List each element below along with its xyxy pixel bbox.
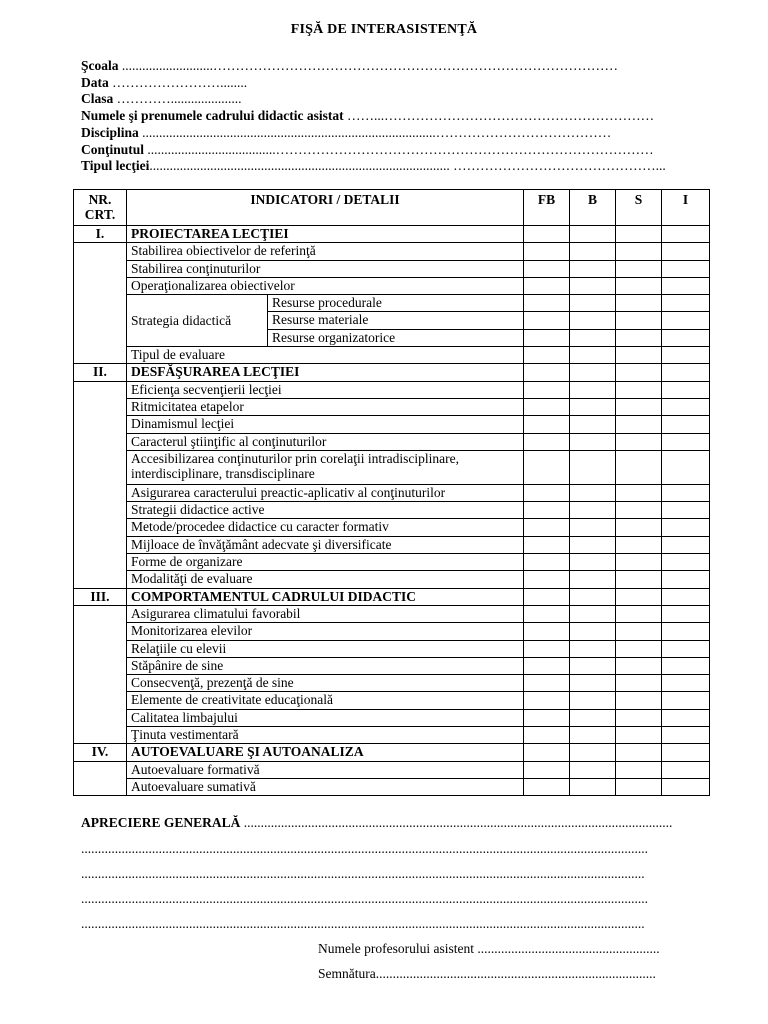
indicator-label: Asigurarea caracterului preactic-aplicativ al conţinuturilor <box>127 484 524 501</box>
rating-cell-s[interactable] <box>616 709 662 726</box>
rating-cell-s[interactable] <box>616 484 662 501</box>
rating-cell-i[interactable] <box>662 675 710 692</box>
rating-cell-b[interactable] <box>570 727 616 744</box>
rating-cell-s[interactable] <box>616 364 662 381</box>
rating-cell-fb[interactable] <box>524 554 570 571</box>
rating-cell-i[interactable] <box>662 692 710 709</box>
rating-cell-b[interactable] <box>570 692 616 709</box>
rating-cell-s[interactable] <box>616 312 662 329</box>
rating-cell-fb[interactable] <box>524 260 570 277</box>
table-row <box>74 536 710 553</box>
rating-cell-b[interactable] <box>570 536 616 553</box>
table-row <box>74 554 710 571</box>
section-number-blank <box>74 605 127 743</box>
indicator-label: Eficienţa secvenţierii lecţiei <box>127 381 524 398</box>
rating-cell-i[interactable] <box>662 433 710 450</box>
header-field-dots: ......................................………………………………………………………………………… <box>144 142 654 157</box>
col-header-s: S <box>616 190 662 226</box>
table-row <box>74 450 710 484</box>
rating-cell-i[interactable] <box>662 502 710 519</box>
document-title: FIŞĂ DE INTERASISTENŢĂ <box>290 22 478 37</box>
evaluation-table <box>73 189 710 796</box>
rating-cell-i[interactable] <box>662 347 710 364</box>
rating-cell-fb[interactable] <box>524 744 570 761</box>
rating-cell-fb[interactable] <box>524 226 570 243</box>
col-header-nr: NR. CRT. <box>74 190 127 226</box>
table-header-row <box>74 190 710 226</box>
indicator-label: Stabilirea conţinuturilor <box>127 260 524 277</box>
rating-cell-s[interactable] <box>616 519 662 536</box>
rating-cell-fb[interactable] <box>524 605 570 622</box>
rating-cell-i[interactable] <box>662 744 710 761</box>
header-field[interactable] <box>81 90 242 107</box>
rating-cell-b[interactable] <box>570 675 616 692</box>
section-number: I. <box>74 226 127 243</box>
rating-cell-s[interactable] <box>616 502 662 519</box>
rating-cell-b[interactable] <box>570 657 616 674</box>
rating-cell-b[interactable] <box>570 605 616 622</box>
indicator-label: Ritmicitatea etapelor <box>127 398 524 415</box>
indicator-label: Elemente de creativitate educaţională <box>127 692 524 709</box>
rating-cell-fb[interactable] <box>524 312 570 329</box>
rating-cell-i[interactable] <box>662 484 710 501</box>
indicator-label: Consecvenţă, prezenţă de sine <box>127 675 524 692</box>
rating-cell-i[interactable] <box>662 519 710 536</box>
rating-cell-fb[interactable] <box>524 571 570 588</box>
indicator-label: Autoevaluare sumativă <box>127 778 524 795</box>
header-field-label: Data <box>81 75 109 90</box>
table-row <box>74 675 710 692</box>
rating-cell-i[interactable] <box>662 295 710 312</box>
header-field[interactable] <box>81 124 611 141</box>
rating-cell-s[interactable] <box>616 744 662 761</box>
col-header-fb: FB <box>524 190 570 226</box>
rating-cell-i[interactable] <box>662 761 710 778</box>
rating-cell-fb[interactable] <box>524 433 570 450</box>
table-row <box>74 727 710 744</box>
section-number-blank <box>74 243 127 364</box>
header-field-label: Tipul lecţiei <box>81 158 150 173</box>
rating-cell-s[interactable] <box>616 640 662 657</box>
rating-cell-b[interactable] <box>570 260 616 277</box>
header-field-label: Numele şi prenumele cadrului didactic asistat <box>81 108 344 123</box>
rating-cell-fb[interactable] <box>524 675 570 692</box>
rating-cell-fb[interactable] <box>524 381 570 398</box>
rating-cell-b[interactable] <box>570 640 616 657</box>
rating-cell-fb[interactable] <box>524 398 570 415</box>
rating-cell-i[interactable] <box>662 277 710 294</box>
rating-cell-i[interactable] <box>662 640 710 657</box>
rating-cell-i[interactable] <box>662 571 710 588</box>
rating-cell-s[interactable] <box>616 727 662 744</box>
header-field[interactable] <box>81 157 666 174</box>
table-row <box>74 277 710 294</box>
table-row <box>74 433 710 450</box>
header-field-label: Şcoala <box>81 58 119 73</box>
rating-cell-i[interactable] <box>662 657 710 674</box>
rating-cell-fb[interactable] <box>524 364 570 381</box>
rating-cell-i[interactable] <box>662 536 710 553</box>
table-row <box>74 347 710 364</box>
indicator-label: Metode/procedee didactice cu caracter formativ <box>127 519 524 536</box>
rating-cell-b[interactable] <box>570 588 616 605</box>
rating-cell-fb[interactable] <box>524 243 570 260</box>
rating-cell-i[interactable] <box>662 226 710 243</box>
teacher-name-line[interactable]: Numele profesorului asistent ...................................................... <box>318 941 660 956</box>
rating-cell-i[interactable] <box>662 243 710 260</box>
header-field-dots: ...........................……………………………………………………………………………… <box>118 58 619 73</box>
rating-cell-b[interactable] <box>570 243 616 260</box>
rating-cell-s[interactable] <box>616 226 662 243</box>
rating-cell-s[interactable] <box>616 623 662 640</box>
table-row <box>74 657 710 674</box>
rating-cell-i[interactable] <box>662 398 710 415</box>
section-number: II. <box>74 364 127 381</box>
indicator-label: Strategii didactice active <box>127 502 524 519</box>
rating-cell-b[interactable] <box>570 364 616 381</box>
table-row <box>74 519 710 536</box>
rating-cell-b[interactable] <box>570 761 616 778</box>
rating-cell-fb[interactable] <box>524 640 570 657</box>
table-row <box>74 502 710 519</box>
indicator-label: Calitatea limbajului <box>127 709 524 726</box>
table-row <box>74 416 710 433</box>
rating-cell-i[interactable] <box>662 588 710 605</box>
table-row <box>74 571 710 588</box>
rating-cell-s[interactable] <box>616 675 662 692</box>
section-number-blank <box>74 381 127 588</box>
strategy-sub-label: Resurse organizatorice <box>268 329 524 346</box>
indicator-label: Operaţionalizarea obiectivelor <box>127 277 524 294</box>
col-header-b: B <box>570 190 616 226</box>
section-number-blank <box>74 761 127 796</box>
header-field-dots: ……...…………………………………………………… <box>343 108 655 123</box>
header-field-dots: ......................................................................................... ………………………………………... <box>149 158 666 173</box>
rating-cell-b[interactable] <box>570 398 616 415</box>
table-row <box>74 295 710 312</box>
header-field-dots: …………..................... <box>113 91 242 106</box>
header-field-label: Clasa <box>81 91 114 106</box>
indicator-label: Relaţiile cu elevii <box>127 640 524 657</box>
section-row <box>74 226 710 243</box>
rating-cell-s[interactable] <box>616 692 662 709</box>
rating-cell-fb[interactable] <box>524 536 570 553</box>
rating-cell-b[interactable] <box>570 519 616 536</box>
indicator-label: Autoevaluare formativă <box>127 761 524 778</box>
rating-cell-i[interactable] <box>662 554 710 571</box>
rating-cell-b[interactable] <box>570 484 616 501</box>
rating-cell-s[interactable] <box>616 243 662 260</box>
indicator-label: Asigurarea climatului favorabil <box>127 605 524 622</box>
strategy-sub-label: Resurse procedurale <box>268 295 524 312</box>
rating-cell-i[interactable] <box>662 381 710 398</box>
rating-cell-s[interactable] <box>616 398 662 415</box>
section-row <box>74 588 710 605</box>
rating-cell-b[interactable] <box>570 347 616 364</box>
rating-cell-b[interactable] <box>570 709 616 726</box>
indicator-label: Mijloace de învăţământ adecvate şi diversificate <box>127 536 524 553</box>
rating-cell-b[interactable] <box>570 381 616 398</box>
rating-cell-fb[interactable] <box>524 778 570 795</box>
strategy-label: Strategia didactică <box>127 295 268 347</box>
rating-cell-fb[interactable] <box>524 727 570 744</box>
rating-cell-fb[interactable] <box>524 450 570 484</box>
rating-cell-i[interactable] <box>662 450 710 484</box>
header-field[interactable] <box>81 57 618 74</box>
header-field-dots: .......................................................................................………………………………… <box>138 125 612 140</box>
rating-cell-b[interactable] <box>570 450 616 484</box>
rating-cell-i[interactable] <box>662 727 710 744</box>
col-header-i: I <box>662 190 710 226</box>
rating-cell-fb[interactable] <box>524 347 570 364</box>
header-field-label: Conţinutul <box>81 142 145 157</box>
table-row <box>74 761 710 778</box>
header-field[interactable] <box>81 141 654 158</box>
rating-cell-i[interactable] <box>662 709 710 726</box>
rating-cell-b[interactable] <box>570 744 616 761</box>
table-row <box>74 778 710 795</box>
rating-cell-b[interactable] <box>570 554 616 571</box>
indicator-label: Stabilirea obiectivelor de referinţă <box>127 243 524 260</box>
rating-cell-s[interactable] <box>616 657 662 674</box>
section-title: COMPORTAMENTUL CADRULUI DIDACTIC <box>127 588 524 605</box>
apreciere-generala-line[interactable] <box>81 815 672 831</box>
signature-line[interactable]: Semnătura................................................................................... <box>318 966 656 981</box>
strategy-sub-label: Resurse materiale <box>268 312 524 329</box>
section-title: PROIECTAREA LECŢIEI <box>127 226 524 243</box>
col-header-indicatori: INDICATORI / DETALII <box>127 190 524 226</box>
section-number: IV. <box>74 744 127 761</box>
indicator-label: Forme de organizare <box>127 554 524 571</box>
apreciere-generala-label: APRECIERE GENERALĂ <box>81 815 241 830</box>
table-row <box>74 398 710 415</box>
rating-cell-b[interactable] <box>570 571 616 588</box>
section-row <box>74 744 710 761</box>
table-row <box>74 709 710 726</box>
rating-cell-i[interactable] <box>662 329 710 346</box>
rating-cell-fb[interactable] <box>524 277 570 294</box>
header-field-label: Disciplina <box>81 125 139 140</box>
rating-cell-s[interactable] <box>616 536 662 553</box>
rating-cell-b[interactable] <box>570 416 616 433</box>
rating-cell-b[interactable] <box>570 433 616 450</box>
indicator-label: Accesibilizarea conţinuturilor prin corelaţii intradisciplinare, interdisciplinare, transdisciplinare <box>127 450 524 484</box>
rating-cell-fb[interactable] <box>524 519 570 536</box>
section-number: III. <box>74 588 127 605</box>
rating-cell-s[interactable] <box>616 416 662 433</box>
table-row <box>74 640 710 657</box>
rating-cell-s[interactable] <box>616 571 662 588</box>
table-row <box>74 381 710 398</box>
rating-cell-fb[interactable] <box>524 295 570 312</box>
rating-cell-i[interactable] <box>662 623 710 640</box>
rating-cell-s[interactable] <box>616 433 662 450</box>
rating-cell-i[interactable] <box>662 416 710 433</box>
rating-cell-fb[interactable] <box>524 502 570 519</box>
rating-cell-fb[interactable] <box>524 657 570 674</box>
rating-cell-s[interactable] <box>616 761 662 778</box>
rating-cell-fb[interactable] <box>524 416 570 433</box>
indicator-label: Ţinuta vestimentară <box>127 727 524 744</box>
rating-cell-s[interactable] <box>616 450 662 484</box>
apreciere-dots: ............................................................................................................................... <box>240 815 673 830</box>
rating-cell-s[interactable] <box>616 260 662 277</box>
rating-cell-b[interactable] <box>570 226 616 243</box>
rating-cell-b[interactable] <box>570 502 616 519</box>
rating-cell-i[interactable] <box>662 605 710 622</box>
rating-cell-s[interactable] <box>616 347 662 364</box>
rating-cell-s[interactable] <box>616 605 662 622</box>
rating-cell-s[interactable] <box>616 295 662 312</box>
rating-cell-i[interactable] <box>662 260 710 277</box>
rating-cell-i[interactable] <box>662 312 710 329</box>
indicator-label: Modalităţi de evaluare <box>127 571 524 588</box>
header-field[interactable] <box>81 107 654 124</box>
rating-cell-s[interactable] <box>616 277 662 294</box>
section-title: DESFĂŞURAREA LECŢIEI <box>127 364 524 381</box>
rating-cell-b[interactable] <box>570 329 616 346</box>
table-row <box>74 623 710 640</box>
apreciere-line-3[interactable]: ........................................................................................................................................................................ <box>81 891 648 906</box>
rating-cell-s[interactable] <box>616 381 662 398</box>
indicator-label: Monitorizarea elevilor <box>127 623 524 640</box>
table-row <box>74 243 710 260</box>
rating-cell-fb[interactable] <box>524 709 570 726</box>
apreciere-line-2[interactable]: ....................................................................................................................................................................... <box>81 866 645 881</box>
table-row <box>74 692 710 709</box>
apreciere-line-4[interactable]: ....................................................................................................................................................................... <box>81 916 645 931</box>
rating-cell-b[interactable] <box>570 277 616 294</box>
rating-cell-b[interactable] <box>570 623 616 640</box>
rating-cell-fb[interactable] <box>524 761 570 778</box>
rating-cell-s[interactable] <box>616 329 662 346</box>
rating-cell-fb[interactable] <box>524 588 570 605</box>
apreciere-line-1[interactable]: ........................................................................................................................................................................ <box>81 841 648 856</box>
indicator-label: Caracterul ştiinţific al conţinuturilor <box>127 433 524 450</box>
rating-cell-i[interactable] <box>662 364 710 381</box>
rating-cell-b[interactable] <box>570 295 616 312</box>
section-row <box>74 364 710 381</box>
table-row <box>74 605 710 622</box>
rating-cell-b[interactable] <box>570 778 616 795</box>
indicator-label: Stăpânire de sine <box>127 657 524 674</box>
header-field[interactable] <box>81 74 247 91</box>
rating-cell-fb[interactable] <box>524 623 570 640</box>
rating-cell-i[interactable] <box>662 778 710 795</box>
rating-cell-fb[interactable] <box>524 692 570 709</box>
rating-cell-s[interactable] <box>616 778 662 795</box>
rating-cell-s[interactable] <box>616 588 662 605</box>
table-row <box>74 484 710 501</box>
rating-cell-fb[interactable] <box>524 329 570 346</box>
table-row <box>74 260 710 277</box>
header-field-dots: ……………………........ <box>108 75 248 90</box>
indicator-label: Dinamismul lecţiei <box>127 416 524 433</box>
rating-cell-b[interactable] <box>570 312 616 329</box>
rating-cell-fb[interactable] <box>524 484 570 501</box>
indicator-label: Tipul de evaluare <box>127 347 524 364</box>
rating-cell-s[interactable] <box>616 554 662 571</box>
section-title: AUTOEVALUARE ŞI AUTOANALIZA <box>127 744 524 761</box>
